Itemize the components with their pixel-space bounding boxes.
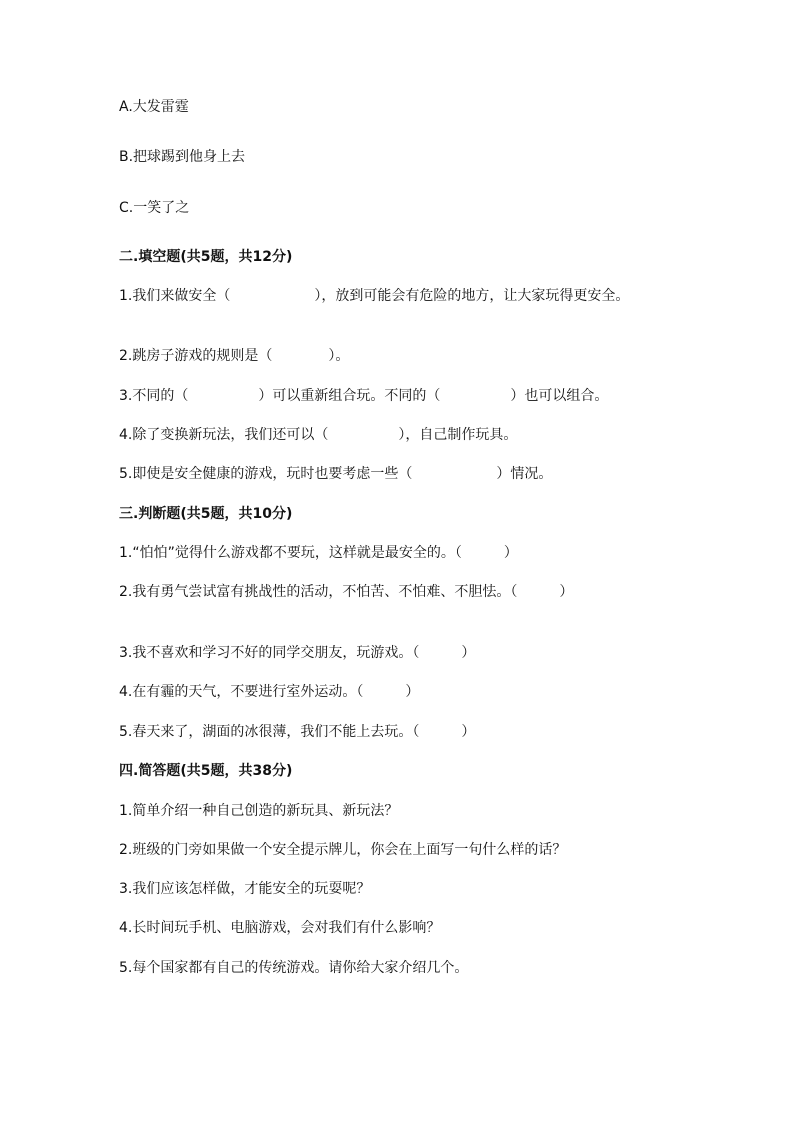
section-heading-judge: 三.判断题(共5题，共10分) bbox=[119, 506, 293, 522]
section-heading-short: 四.简答题(共5题，共38分) bbox=[119, 763, 293, 779]
short-question-4: 4.长时间玩手机、电脑游戏，会对我们有什么影响？ bbox=[119, 920, 441, 936]
judge-question-3: 3.我不喜欢和学习不好的同学交朋友，玩游戏。（ ） bbox=[119, 645, 476, 661]
short-question-1: 1.简单介绍一种自己创造的新玩具、新玩法？ bbox=[119, 803, 399, 819]
judge-question-5: 5.春天来了，湖面的冰很薄，我们不能上去玩。（ ） bbox=[119, 724, 476, 740]
judge-question-2: 2.我有勇气尝试富有挑战性的活动，不怕苦、不怕难、不胆怯。（ ） bbox=[119, 584, 574, 600]
fill-question-1: 1.我们来做安全（ ），放到可能会有危险的地方，让大家玩得更安全。 bbox=[119, 288, 630, 304]
fill-question-2: 2.跳房子游戏的规则是（ ）。 bbox=[119, 348, 350, 364]
choice-option-a: A.大发雷霆 bbox=[119, 99, 189, 115]
section-heading-fill: 二.填空题(共5题，共12分) bbox=[119, 249, 293, 265]
fill-question-3: 3.不同的（ ）可以重新组合玩。不同的（ ）也可以组合。 bbox=[119, 388, 609, 404]
judge-question-1: 1.“怕怕”觉得什么游戏都不要玩，这样就是最安全的。（ ） bbox=[119, 545, 518, 561]
choice-option-c: C.一笑了之 bbox=[119, 200, 190, 216]
short-question-2: 2.班级的门旁如果做一个安全提示牌儿，你会在上面写一句什么样的话？ bbox=[119, 842, 567, 858]
choice-option-b: B.把球踢到他身上去 bbox=[119, 149, 246, 165]
short-question-3: 3.我们应该怎样做，才能安全的玩耍呢？ bbox=[119, 881, 371, 897]
fill-question-5: 5.即使是安全健康的游戏，玩时也要考虑一些（ ）情况。 bbox=[119, 466, 553, 482]
fill-question-4: 4.除了变换新玩法，我们还可以（ ），自己制作玩具。 bbox=[119, 427, 518, 443]
short-question-5: 5.每个国家都有自己的传统游戏。请你给大家介绍几个。 bbox=[119, 960, 469, 976]
judge-question-4: 4.在有霾的天气，不要进行室外运动。（ ） bbox=[119, 684, 420, 700]
